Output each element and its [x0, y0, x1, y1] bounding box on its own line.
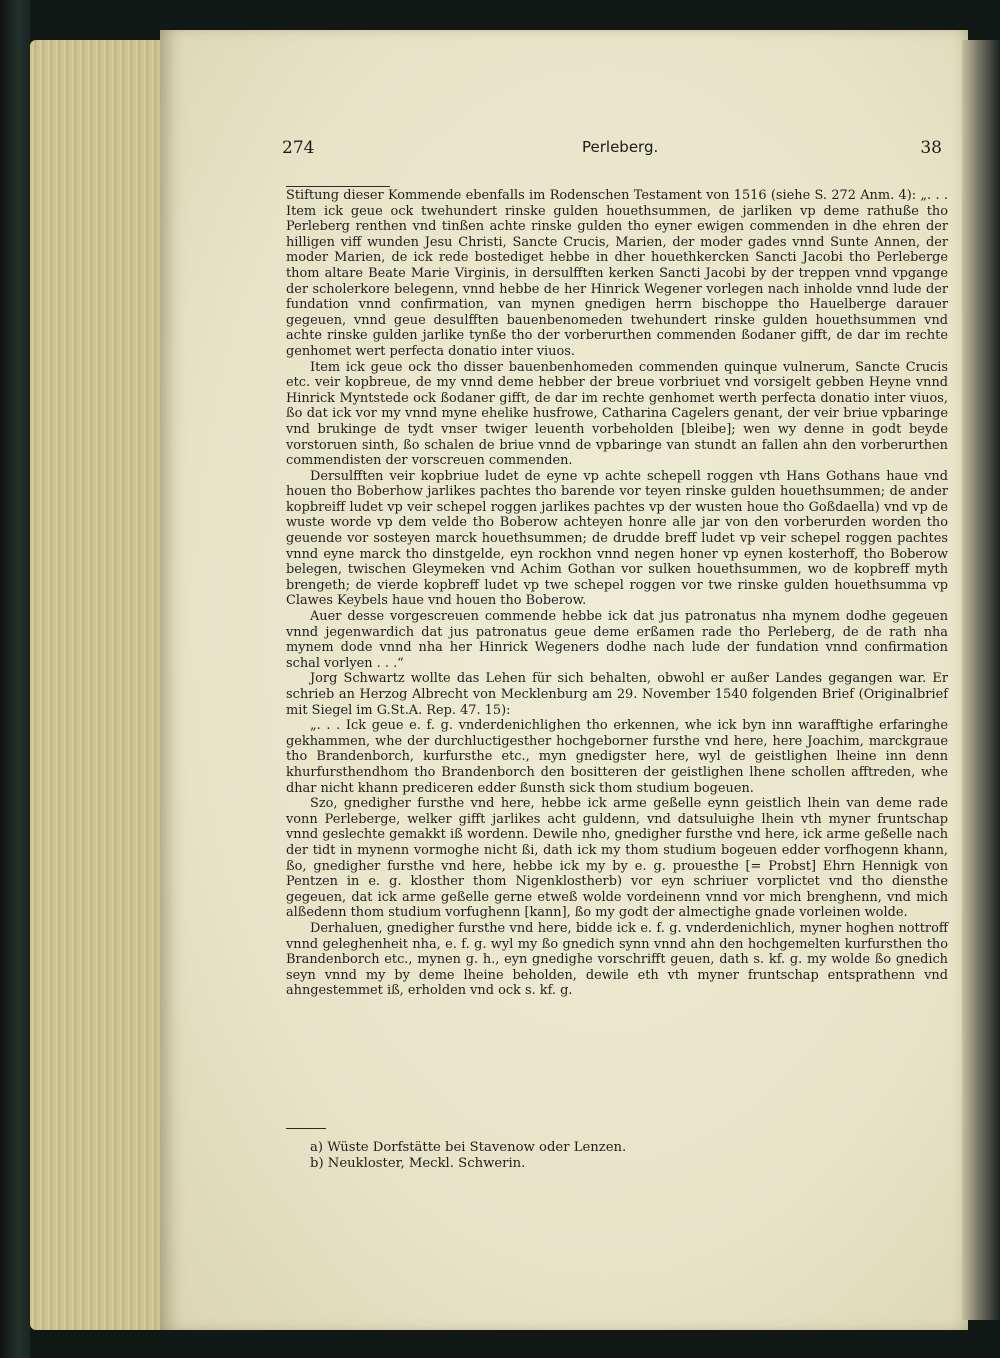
paragraph: Derhaluen, gnedigher fursthe vnd here, bidde ick e. f. g. vnderdenichlich, myner hoghen nottroff vnnd geleghenheit nha, e. f. g. wyl my ßo gnedich synn vnnd ahn den hochgemelten kurfursthen tho Brandenborch etc., mynen g. h., eyn gnedighe vorschrifft geuen, dath s. kf. g. my wolde ßo gnedich seyn vnnd my by deme lheine beholden, dewile eth vth myner fruntschap entsprathenn vnd ahngestemmet iß, erholden vnd ock s. kf. g.: [286, 920, 948, 999]
footnote-rule: [286, 1128, 326, 1129]
running-title: Perleberg.: [582, 138, 659, 156]
paragraph: Item ick geue ock tho disser bauenbenhomeden commenden quinque vulnerum, Sancte Crucis etc. veir kopbreue, de my vnnd deme hebber der breue vorbriuet vnd vorsigelt gebben Heyne vnnd Hinrick Myntstede ock ßodaner gifft, de dar im rechte genhomet werth perfecta donatio inter viuos, ßo dat ick vor my vnnd myne ehelike husfrowe, Catharina Cagelers genant, der veir briue vpbaringe vnd brukinge de tydt vnser twiger leuenth vorbeholden [bleibe]; wen wy denne in godt beyde vorstoruen sinth, ßo schalen de briue vnnd de vpbaringe van stundt an fallen ahn den vorberurthen commendisten der vorscreuen commenden.: [286, 359, 948, 469]
paragraph: Auer desse vorgescreuen commende hebbe ick dat jus patronatus nha mynem dodhe gegeuen vnnd jegenwardich dat jus patronatus geue deme erßamen rade tho Perleberg, de de rath nha mynem dode vnnd nha her Hinrick Wegeners dodhe nach lude der fundation vnnd confirmation schal vorlyen . . .“: [286, 609, 948, 671]
paragraph: Dersulfften veir kopbriue ludet de eyne vp achte schepell roggen vth Hans Gothans haue vnd houen tho Boberhow jarlikes pachtes tho barende vor teyen rinske gulden houethsummen; de ander kopbreiff ludet vp veir schepel roggen jarlikes pachtes vp der wusten houe tho Goßdaella) vnd vp de wuste worde vp dem velde tho Boberow achteyen honre alle jar von den vorberurden worden tho geuende vor sosteyen marck houethsummen; de drudde breff ludet vp veir schepel roggen pachtes vnnd eyne marck tho dinstgelde, eyn rockhon vnnd negen honer vp eynen kosterhoff, tho Boberow belegen, twischen Gleymeken vnd Achim Gothan vor sulken houethsummen, wo de kopbreff myth brengeth; de vierde kopbreff ludet vp twe schepel roggen vor twe rinske gulden houethsumma vp Clawes Keybels haue vnd houen tho Boberow.: [286, 468, 948, 609]
footnote: a) Wüste Dorfstätte bei Stavenow oder Lenzen.: [310, 1140, 627, 1155]
book-cover-edge: [0, 0, 30, 1358]
page-number: 274: [282, 138, 315, 158]
section-number: 38: [920, 138, 942, 158]
right-page-edge: [962, 40, 1000, 1320]
running-header: [282, 138, 942, 164]
continuation-rule: [286, 186, 390, 187]
paragraph: Jorg Schwartz wollte das Lehen für sich behalten, obwohl er außer Landes gegangen war. Er schrieb an Herzog Albrecht von Mecklenburg am 29. November 1540 folgenden Brief (Originalbrief mit Siegel im G.St.A. Rep. 47. 15):: [286, 671, 948, 718]
paragraph: Szo, gnedigher fursthe vnd here, hebbe ick arme geßelle eynn geistlich lhein van deme rade vonn Perleberge, welker gifft jarlikes acht guldenn, vnd datsuluighe lhein vth myner fruntschap vnnd geslechte gemakkt iß wordenn. Dewile nho, gnedigher fursthe vnd here, ick arme geßelle nach der tidt in mynenn vormoghe nicht ßi, dath ick my thom studium bogeuen edder vorfhogenn khann, ßo, gnedigher fursthe vnd here, hebbe ick my by e. g. prouesthe [= Probst] Ehrn Hennigk von Pentzen in e. g. klosther thom Nigenklostherb) vor eyn schriuer vorplictet vnd tho diensthe gegeuen, dat ick arme geßelle gerne etweß wolde vordeinenn vnnd vor mich brenghenn, vnd mich alßedenn thom studium vorfughenn [kann], ßo my godt der almectighe gnade vorleinen wolde.: [286, 796, 948, 921]
footnotes: [310, 1140, 910, 1172]
footnote: b) Neukloster, Meckl. Schwerin.: [310, 1156, 526, 1171]
paragraph: „. . . Ick geue e. f. g. vnderdenichlighen tho erkennen, whe ick byn inn warafftighe erfaringhe gekhammen, whe der durchluctigesther hochgeborner fursthe vnd here, here Joachim, marckgraue tho Brandenborch, kurfursthe etc., myn gnedigster here, wyl de geistlighen lheine inn denn khurfursthendhom tho Brandenborch den bositteren der geistlighen lhene schollen afftreden, whe dhar nicht khann prediceren edder ßunsth sick thom studium bogeuen.: [286, 718, 948, 796]
body-text: [286, 188, 948, 999]
paragraph: Stiftung dieser Kommende ebenfalls im Rodenschen Testament von 1516 (siehe S. 272 Anm. 4): „. . . Item ick geue ock twehundert rinske gulden houethsummen, de jarliken vp deme rathuße tho Perleberg renthen vnd tinßen achte rinske gulden tho eyner ewigen commenden in dhe ehren der hilligen viff wunden Jesu Christi, Sancte Crucis, Marien, der moder gades vnnd Sunte Annen, der moder Marien, de ick rede bostediget hebbe in dher houethkercken Sancti Jacobi tho Perleberge thom altare Beate Marie Virginis, in dersulfften kerken Sancti Jacobi by der treppen vnnd vpgange der scholerkore belegenn, vnnd hebbe de her Hinrick Wegener vorlegen nach inholde vnnd lude der fundation vnnd confirmation, van mynen gnedigen herrn bischoppe tho Hauelberge darauer gegeuen, vnnd geue desulfften bauenbenomeden twehundert rinske gulden houethsummen vnd achte rinske gulden jarlike tynße tho der vorberurthen commenden ßodaner gifft, de dar im rechte genhomet wert perfecta donatio inter viuos.: [286, 188, 948, 359]
page-stack-edges: [30, 40, 165, 1330]
